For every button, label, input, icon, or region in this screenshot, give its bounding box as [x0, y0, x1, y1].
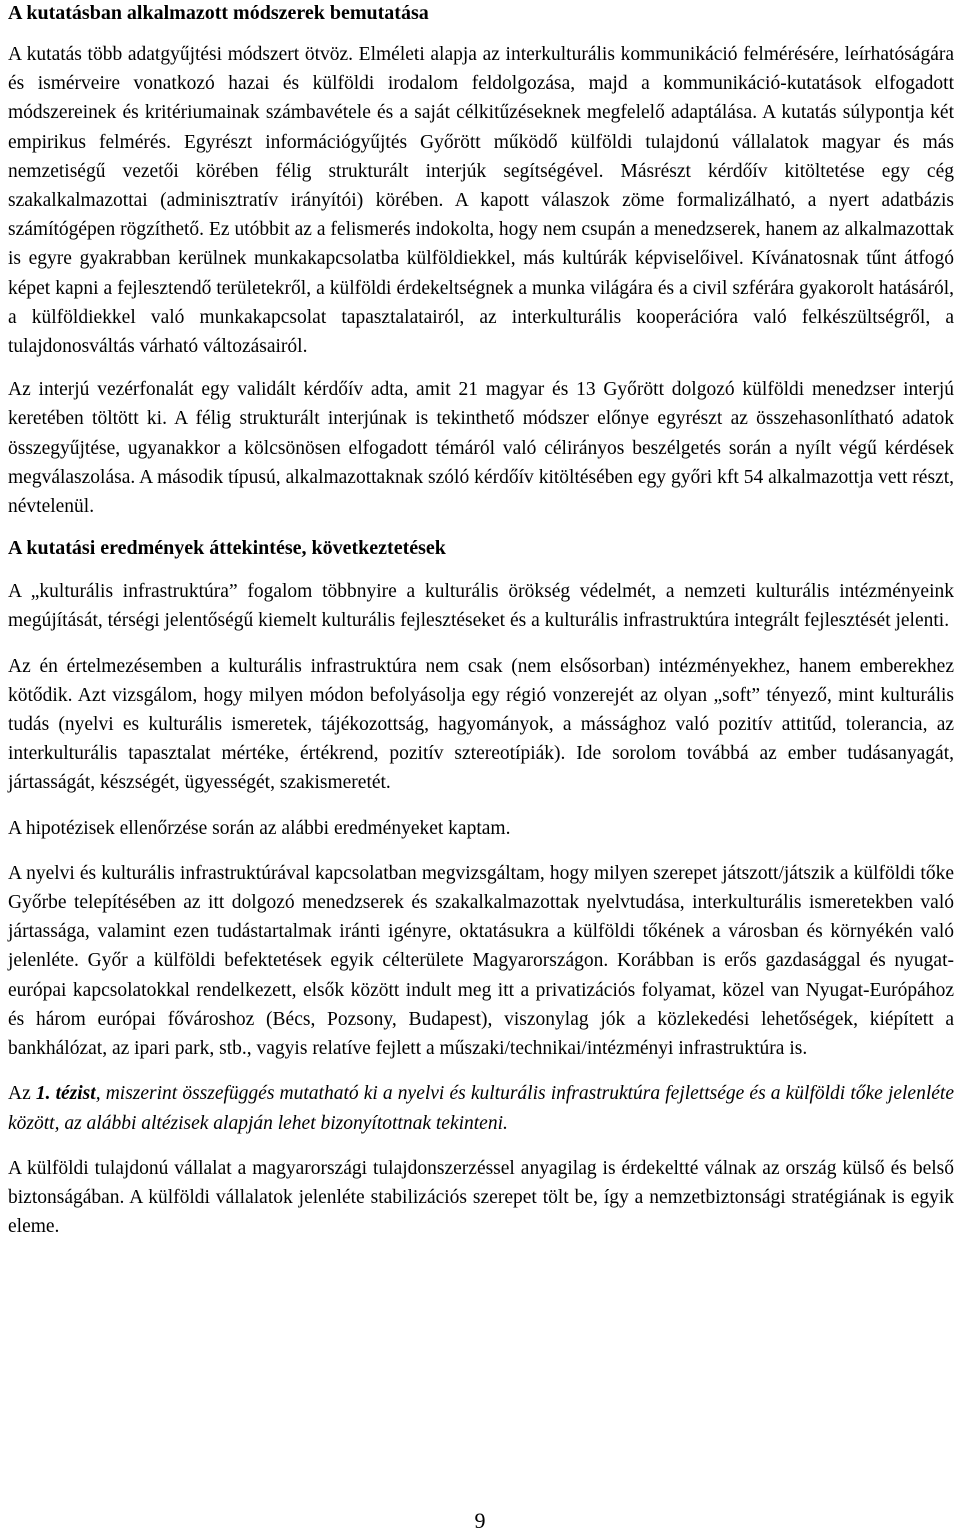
paragraph-results-5: A külföldi tulajdonú vállalat a magyarországi tulajdonszerzéssel anyagilag is érdekeltté válnak az ország külső és belső biztonságában. A külföldi vállalatok jelenléte stabilizációs szerepet tölt be, így a nemzetbiztonsági stratégiának is egyik eleme.	[8, 1157, 954, 1238]
thesis-paragraph	[8, 1079, 954, 1137]
thesis-number: 1. tézist	[35, 1083, 96, 1105]
section-heading-methods: A kutatásban alkalmazott módszerek bemutatása	[8, 2, 429, 24]
paragraph-methods-2: Az interjú vezérfonalát egy validált kérdőív adta, amit 21 magyar és 13 Győrött dolgozó külföldi menedzser interjú keretében töltött ki. A félig strukturált interjúnak is tekinthető módszer előnye egyrészt az összehasonlítható adatok összegyűjtése, ugyanakkor a kölcsönösen elfogadott témáról való célirányos beszélgetés során a nyílt végű kérdések megválaszolása. A második típusú, alkalmazottaknak szóló kérdőív kitöltésében egy győri kft 54 alkalmazottja vett részt, névtelenül.	[8, 379, 954, 518]
thesis-prefix: Az	[8, 1083, 36, 1105]
paragraph-results-4: A nyelvi és kulturális infrastruktúrával kapcsolatban megvizsgáltam, hogy milyen szerepet játszott/játszik a külföldi tőke Győrbe telepítésében az itt dolgozó menedzserek és szakalkalmazottak nyelvtudása, interkulturális ismeretekben való jártassága, valamint ezen tudástartalmak iránti igényre, oktatásukra a külföldi tőkének a városban és környékén való jelenléte. Győr a külföldi befektetések egyik célterülete Magyarországon. Korábban is erős gazdasággal és nyugat-európai kapcsolatokkal rendelkezett, elsők között indult meg itt a privatizációs folyamat, közel van Nyugat-Európához és három európai fővároshoz (Bécs, Pozsony, Budapest), viszonylag jók a közlekedési lehetőségek, kiépített a bankhálózat, az ipari park, stb., vagyis relatíve fejlett a műszaki/technikai/intézményi infrastruktúra is.	[8, 862, 954, 1060]
thesis-body: , miszerint összefüggés mutatható ki a nyelvi és kulturális infrastruktúra fejlettsége és a külföldi tőke jelenléte között, az alábbi altézisek alapján lehet bizonyítottnak tekinteni.	[8, 1083, 954, 1134]
paragraph-results-2: Az én értelmezésemben a kulturális infrastruktúra nem csak (nem elsősorban) intézményekhez, hanem emberekhez kötődik. Azt vizsgálom, hogy milyen módon befolyásolja egy régió vonzerejét az olyan „soft” tényező, mint kulturális tudás (nyelvi es kulturális ismeretek, tájékozottság, hagyományok, a mássághoz való pozitív attitűd, tolerancia, az interkulturális tapasztalat mértéke, értékrend, pozitív sztereotípiák). Ide sorolom továbbá az ember tudásanyagát, jártasságát, készségét, ügyességét, szakismeretét.	[8, 655, 954, 794]
paragraph-results-1: A „kulturális infrastruktúra” fogalom többnyire a kulturális örökség védelmét, a nemzeti kulturális intézményeink megújítását, térségi jelentőségű kiemelt kulturális fejlesztéseket és a kulturális infrastruktúra integrált fejlesztését jelenti.	[8, 581, 954, 632]
document-page	[8, 0, 954, 1257]
paragraph-methods-1: A kutatás több adatgyűjtési módszert ötvöz. Elméleti alapja az interkulturális kommunikáció felmérésére, leírhatóságára és ismérveire vonatkozó hazai és külföldi irodalom feldolgozása, majd a kommunikáció-kutatások elfogadott módszereinek és kritériumainak számbavétele és a saját célkitűzéseknek megfelelő adaptálása. A kutatás súlypontja két empirikus felmérés. Egyrészt információgyűjtés Győrött működő külföldi tulajdonú vállalatok magyar és más nemzetiségű vezetői körében félig strukturált interjúk segítségével. Másrészt kérdőív kitöltetése egy cég szakalkalmazottai (adminisztratív irányítói) körében. A kapott válaszok zöme formalizálható, a nyert adatbázis számítógépen rögzíthető. Ez utóbbit az a felismerés indokolta, hogy nem csupán a menedzserek, hanem az alkalmazottak is egyre gyakrabban kerülnek munkakapcsolatba külföldiekkel, más kultúrák képviselőivel. Kívánatosnak tűnt átfogó képet kapni a fejlesztendő területekről, a külföldi érdekeltségnek a munka világára és a civil szférára gyakorolt hatásáról, a külföldiekkel való munkakapcsolat tapasztalatairól, az interkulturális kooperációra való felkészültségről, a tulajdonosváltás várható változásairól.	[8, 44, 954, 358]
paragraph-results-3: A hipotézisek ellenőrzése során az alábbi eredményeket kaptam.	[8, 817, 511, 839]
section-heading-results: A kutatási eredmények áttekintése, következtetések	[8, 537, 446, 560]
page-number: 9	[474, 1508, 486, 1533]
